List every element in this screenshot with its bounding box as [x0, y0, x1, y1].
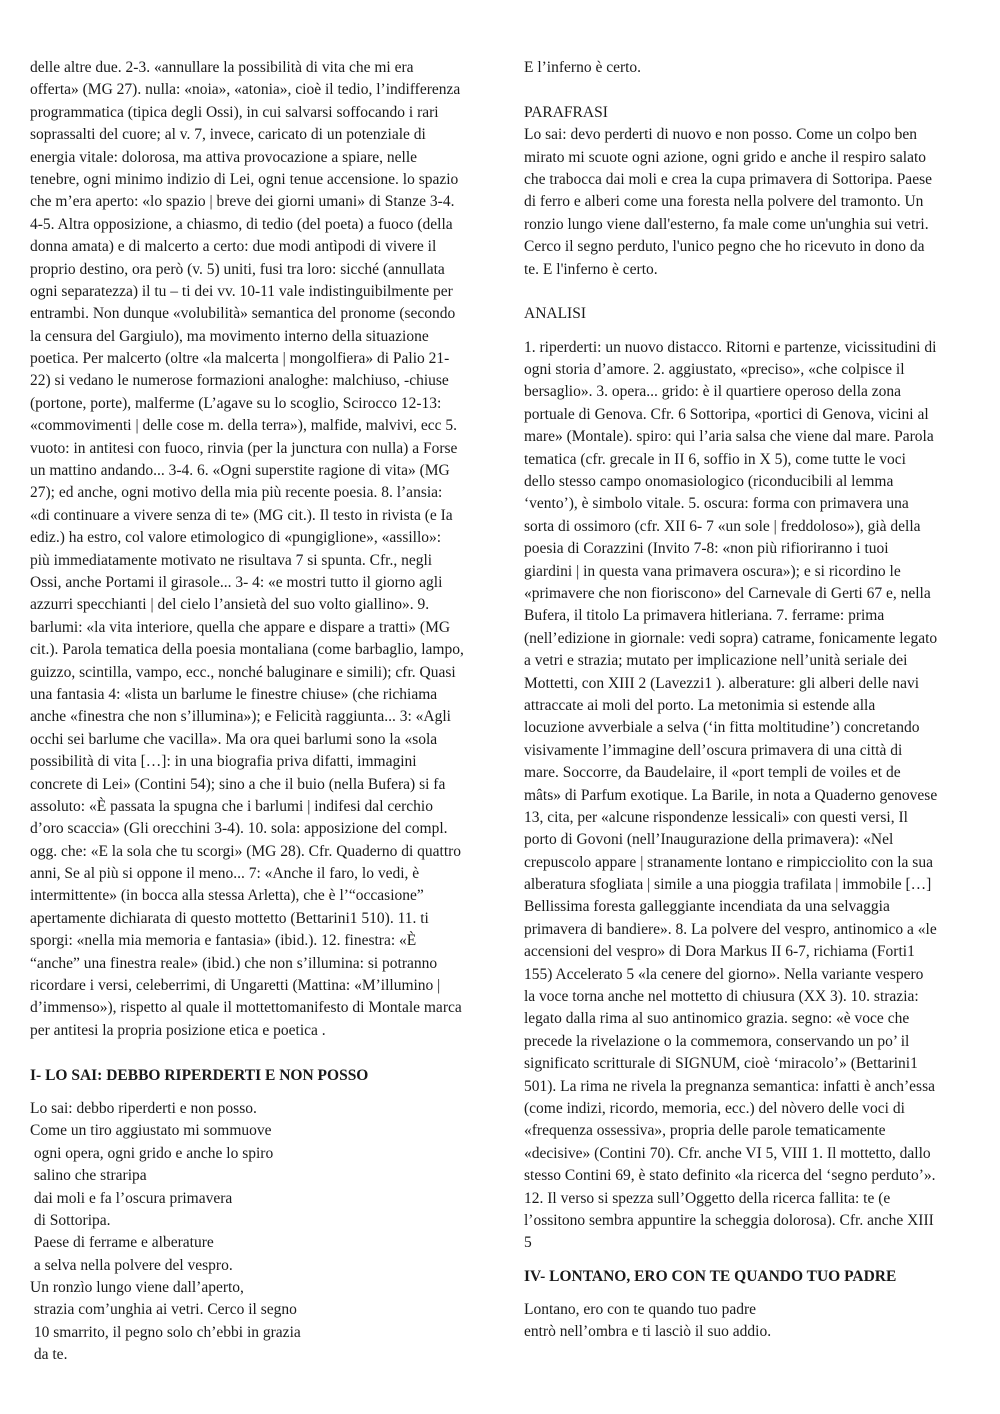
poem-verse-line: Paese di ferrame e alberature — [30, 1234, 214, 1252]
commentary-line: delle altre due. 2-3. «annullare la possibilità di vita che mi era — [30, 59, 414, 76]
analisi-line: «frequenza ossessiva», propria delle parole tematicamente — [524, 1122, 886, 1140]
section-heading-i: I- LO SAI: DEBBO RIPERDERTI E NON POSSO — [30, 1066, 369, 1084]
spacer — [524, 1255, 974, 1266]
analisi-line: giardini | in questa vana primavera oscura»); e si ricordino le — [524, 562, 901, 580]
analisi-line: 5 — [524, 1234, 532, 1252]
analisi-line: legato dalla rima al suo antinomico grazia. segno: «è voce che — [524, 1010, 910, 1028]
analisi-line: 1. riperderti: un nuovo distacco. Ritorni e partenze, vicissitudini di — [524, 338, 937, 356]
commentary-line: d’oro scaccia» (Gli orecchini 3-4). 10. sola: apposizione del compl. — [30, 820, 448, 838]
analisi-line: (nell’edizione in giornale: vedi sopra) catrame, fonicamente legato — [524, 629, 938, 647]
poem-verse-line: a selva nella polvere del vespro. — [30, 1256, 233, 1274]
analisi-line: stesso Contini 69, è stato definito «la ricerca del ‘segno perduto’». — [524, 1167, 936, 1185]
commentary-line: offerta» (MG 27). nulla: «noia», «atonia», cioè il tedio, l’indifferenza — [30, 81, 461, 99]
analisi-line: bersaglio». 3. opera... grido: è il quartiere operoso della zona — [524, 383, 902, 401]
commentary-line: soprassalti del cuore; al v. 7, invece, caricato di un potenziale di — [30, 126, 426, 144]
commentary-line: occhi sei barlume che vacilla». Ma ora quei barlumi sono la «sola — [30, 730, 438, 748]
commentary-line: donna amata) e di malcerto a certo: due modi antìpodi di vivere il — [30, 238, 437, 256]
analisi-line: primavera di bandiere». 8. La polvere del vespro, antinomico a «le — [524, 920, 937, 938]
analisi-line: mare» (Montale). spiro: qui l’aria salsa che viene dal mare. Parola — [524, 428, 934, 446]
commentary-line: 27); ed anche, ogni motivo della mia più recente poesia. 8. l’ansia: — [30, 484, 443, 502]
commentary-line: apertamente dichiarata di questo mottetto (Bettarini1 510). 11. ti — [30, 909, 429, 927]
analisi-line: la voce torna anche nel mottetto di chiusura (XX 3). 10. strazia: — [524, 988, 919, 1006]
analisi-line: alberatura sfogliata | simile a una pioggia trafilata | immobile […] — [524, 876, 932, 894]
parafrasi-line: ronzio lungo viene dall'esterno, fa male come un'unghia sui vetri. — [524, 215, 929, 233]
spacer — [30, 1087, 500, 1098]
parafrasi-block — [524, 124, 974, 281]
poem-closing-line: E l’inferno è certo. — [524, 59, 642, 76]
analisi-line: mare. Soccorre, da Baudelaire, il «port templi de voiles et de — [524, 764, 901, 782]
spacer — [524, 326, 974, 337]
commentary-line: intermittente» (in bocca alla stessa Arletta), che è l’“occasione” — [30, 887, 424, 905]
commentary-line: una fantasia 4: «lista un barlume le finestre chiuse» (che richiama — [30, 685, 438, 703]
commentary-line: più immediatamente motivato ne risultava 7 si spunta. Cfr., negli — [30, 551, 433, 569]
commentary-line: guizzo, scintilla, vampo, ecc., nonché baluginare e simili); cfr. Quasi — [30, 663, 456, 681]
poem-verse-line: Lo sai: debbo riperderti e non posso. — [30, 1099, 257, 1117]
analisi-line: Bufera, il titolo La primavera hitleriana. 7. ferrame: prima — [524, 607, 885, 625]
poem-verse-line: 10 smarrito, il pegno solo ch’ebbi in grazia — [30, 1323, 301, 1341]
analisi-line: mâts» di Parfum exotique. La Barile, in nota a Quaderno genovese — [524, 786, 938, 804]
commentary-line: proprio destino, ora però (v. 5) uniti, fusi tra loro: sicché (annullata — [30, 260, 445, 278]
analisi-line: locuzione avverbiale a selva (‘in fitta moltitudine’) concretando — [524, 719, 920, 737]
commentary-line: concrete di Lei» (Contini 54); sino a che il buio (nella Bufera) si fa — [30, 775, 446, 793]
commentary-line: barlumi: «la vita interiore, quella che appare e dispare a tratti» (MG — [30, 618, 451, 636]
commentary-block — [30, 57, 500, 1042]
commentary-line: ricordare i versi, celeberrimi, di Ungaretti (Mattina: «M’illumino | — [30, 977, 441, 995]
commentary-line: cit.). Parola tematica della poesia montaliana (come barbaglio, lampo, — [30, 641, 464, 659]
analisi-line: 13, cita, per «alcune rispondenze lessicali» con questi versi, Il — [524, 808, 908, 826]
parafrasi-line: te. E l'inferno è certo. — [524, 260, 658, 278]
analisi-line: (come indizi, ricordo, memoria, ecc.) del nòvero delle voci di — [524, 1099, 905, 1117]
section-heading-iv: IV- LONTANO, ERO CON TE QUANDO TUO PADRE — [524, 1267, 897, 1285]
analisi-line: Mottetti, con XIII 2 (Lavezzi1 ). alberature: gli alberi delle navi — [524, 674, 920, 692]
poem-block-i — [30, 1098, 500, 1367]
commentary-line: azzurri specchianti | del cielo l’ansietà del suo volto giallino». 9. — [30, 596, 430, 614]
analisi-line: 12. Il verso si spezza sull’Oggetto della ricerca fallita: te (e — [524, 1189, 891, 1207]
commentary-line: la censura del Gargiulo), ma movimento interno della situazione — [30, 327, 429, 345]
analisi-line: l’ossitono sembra appuntire la scheggia dolorosa). Cfr. anche XIII — [524, 1211, 934, 1229]
commentary-line: (portone, porte), malferme (L’agave su lo scoglio, Scirocco 12-13: — [30, 394, 442, 412]
commentary-line: 22) si vedano le numerose formazioni analoghe: malchiuso, -chiuse — [30, 372, 449, 390]
analisi-line: «decisive» (Contini 70). Cfr. anche VI 5, VIII 1. Il mottetto, dallo — [524, 1144, 931, 1162]
poem-verse-line: dai moli e fa l’oscura primavera — [30, 1189, 233, 1207]
commentary-line: programmatica (tipica degli Ossi), in cui salvarsi soffocando i rari — [30, 103, 439, 121]
analisi-line: dello stesso campo onomasiologico (riconducibili al lemma — [524, 473, 894, 491]
poem-verse-line: salino che straripa — [30, 1167, 147, 1185]
poem-verse-line: Lontano, ero con te quando tuo padre — [524, 1301, 756, 1319]
poem-verse-line: Un ronzìo lungo viene dall’aperto, — [30, 1279, 244, 1297]
spacer — [30, 1042, 500, 1064]
analisi-line: ogni storia d’amore. 2. aggiustato, «preciso», «che colpisce il — [524, 361, 905, 379]
left-column — [30, 57, 500, 1367]
poem-verse-line: ogni opera, ogni grido e anche lo spiro — [30, 1144, 274, 1162]
commentary-line: Ossi, anche Portami il girasole... 3- 4: «e mostri tutto il giorno agli — [30, 573, 443, 591]
analisi-line: sorta di ossimoro (cfr. XII 6- 7 «un sole | freddoloso»), già della — [524, 517, 921, 535]
analisi-line: porto di Govoni (nell’Inaugurazione della primavera): «Nel — [524, 831, 894, 849]
analisi-line: a vetri e strazia; mutato per implicazione nell’unità seriale dei — [524, 652, 908, 670]
commentary-line: sporgi: «nella mia memoria e fantasia» (ibid.). 12. finestra: «È — [30, 932, 417, 950]
parafrasi-line: di ferro e alberi come una foresta nella polvere del tramonto. Un — [524, 193, 924, 211]
commentary-line: energia vitale: dolorosa, ma attiva provocazione a spiare, nelle — [30, 148, 418, 166]
poem-verse-line: Come un tiro aggiustato mi sommuove — [30, 1122, 272, 1140]
commentary-line: 4-5. Altra opposizione, a chiasmo, di tedio (del poeta) a fuoco (della — [30, 215, 453, 233]
analisi-line: crepuscolo appare | stranamente lontano e rimpicciolito con la sua — [524, 853, 933, 871]
parafrasi-line: Lo sai: devo perderti di nuovo e non posso. Come un colpo ben — [524, 126, 918, 144]
commentary-line: assoluto: «È passata la spugna che i barlumi | indifesi dal cerchio — [30, 797, 433, 815]
poem-block-iv — [524, 1299, 974, 1344]
commentary-line: ogg. che: «E la sola che tu scorgi» (MG 28). Cfr. Quaderno di quattro — [30, 842, 462, 860]
spacer — [524, 79, 974, 101]
poem-verse-line: di Sottoripa. — [30, 1211, 111, 1229]
commentary-line: entrambi. Non dunque «volubilità» semantica del pronome (secondo — [30, 305, 456, 323]
analisi-line: significato scritturale di SIGNUM, cioè ‘miracolo’» (Bettarini1 — [524, 1055, 918, 1073]
commentary-line: «di continuare a vivere senza di te» (MG cit.). Il testo in rivista (e Ia — [30, 506, 453, 524]
commentary-line: ogni separatezza) il tu – ti dei vv. 10-11 vale indistinguibilmente per — [30, 282, 453, 300]
analisi-line: portuale di Genova. Cfr. 6 Sottoripa, «portici di Genova, vicini al — [524, 405, 929, 423]
analisi-line: tematica (cfr. grecale in II 6, soffio in X 5), come tutte le voci — [524, 450, 906, 468]
commentary-line: anni, Se al più si oppone il meno... 7: «Anche il faro, lo vedi, è — [30, 865, 420, 883]
commentary-line: anche «finestra che non s’illumina»); e Felicità raggiunta... 3: «Agli — [30, 708, 451, 726]
parafrasi-line: Cerco il segno perduto, l'unico pegno che ho ricevuto in dono da — [524, 238, 925, 256]
analisi-line: 155) Accelerato 5 «la cenere del giorno». Nella variante vespero — [524, 965, 924, 983]
analisi-line: Bellissima foresta galleggiante incendiata da una selvaggia — [524, 898, 890, 916]
analisi-line: ‘vento’), è simbolo vitale. 5. oscura: forma con primavera una — [524, 495, 909, 513]
commentary-line: d’immenso»), rispetto al quale il mottettomanifesto di Montale marca — [30, 999, 462, 1017]
analisi-line: attraccate ai moli del porto. La metonimia si estende alla — [524, 696, 876, 714]
poem-verse-line: strazia com’unghia ai vetri. Cerco il segno — [30, 1301, 297, 1319]
analisi-line: «primavere che non fioriscono» del Carnevale di Gerti 67 e, nella — [524, 584, 931, 602]
commentary-line: tenebre, ogni minimo indizio di Lei, ogni tenue accensione. lo spazio — [30, 170, 459, 188]
analisi-line: poesia di Corazzini (Invito 7-8: «non più rifioriranno i tuoi — [524, 540, 889, 558]
commentary-line: per antitesi la propria posizione etica e poetica . — [30, 1021, 326, 1039]
commentary-line: ediz.) ha estro, col valore etimologico di «pungiglione», «assillo»: — [30, 529, 442, 547]
commentary-line: poetica. Per malcerto (oltre «la malcerta | mongolfiera» di Palio 21- — [30, 350, 450, 368]
analisi-block — [524, 337, 974, 1255]
spacer — [524, 1288, 974, 1299]
right-column — [524, 57, 974, 1344]
analisi-line: visivamente l’immagine dell’oscura primavera di una città di — [524, 741, 903, 759]
parafrasi-heading: PARAFRASI — [524, 103, 608, 121]
analisi-line: accensioni del vespro» di Dora Markus II 6-7, richiama (Forti1 — [524, 943, 915, 961]
spacer — [524, 281, 974, 303]
analisi-line: precede la rivelazione o la commemora, conservando un po’ il — [524, 1032, 910, 1050]
poem-verse-line: da te. — [30, 1346, 68, 1364]
commentary-line: un mattino andando... 3-4. 6. «Ogni superstite ragione di vita» (MG — [30, 462, 450, 480]
parafrasi-line: che trabocca dai moli e crea la cupa primavera di Sottoripa. Paese — [524, 170, 932, 188]
commentary-line: possibilità di vita […]: in una biografia priva difatti, immagini — [30, 753, 417, 771]
commentary-line: «commovimenti | delle cose m. della terra»), malfide, malvivi, ecc 5. — [30, 417, 458, 435]
parafrasi-line: mirato mi scuote ogni azione, ogni grido e anche il respiro salato — [524, 148, 927, 166]
poem-verse-line: entrò nell’ombra e ti lasciò il suo addio. — [524, 1323, 772, 1341]
commentary-line: “anche” una finestra reale» (ibid.) che non s’illumina: si potranno — [30, 954, 438, 972]
commentary-line: che m’era aperto: «lo spazio | breve dei giorni umani» di Stanze 3-4. — [30, 193, 455, 211]
analisi-line: 501). La rima ne rivela la pregnanza semantica: infatti è anch’essa — [524, 1077, 935, 1095]
analisi-heading: ANALISI — [524, 305, 586, 323]
commentary-line: vuoto: in antitesi con fuoco, rinvia (per la junctura con nulla) a Forse — [30, 439, 458, 457]
